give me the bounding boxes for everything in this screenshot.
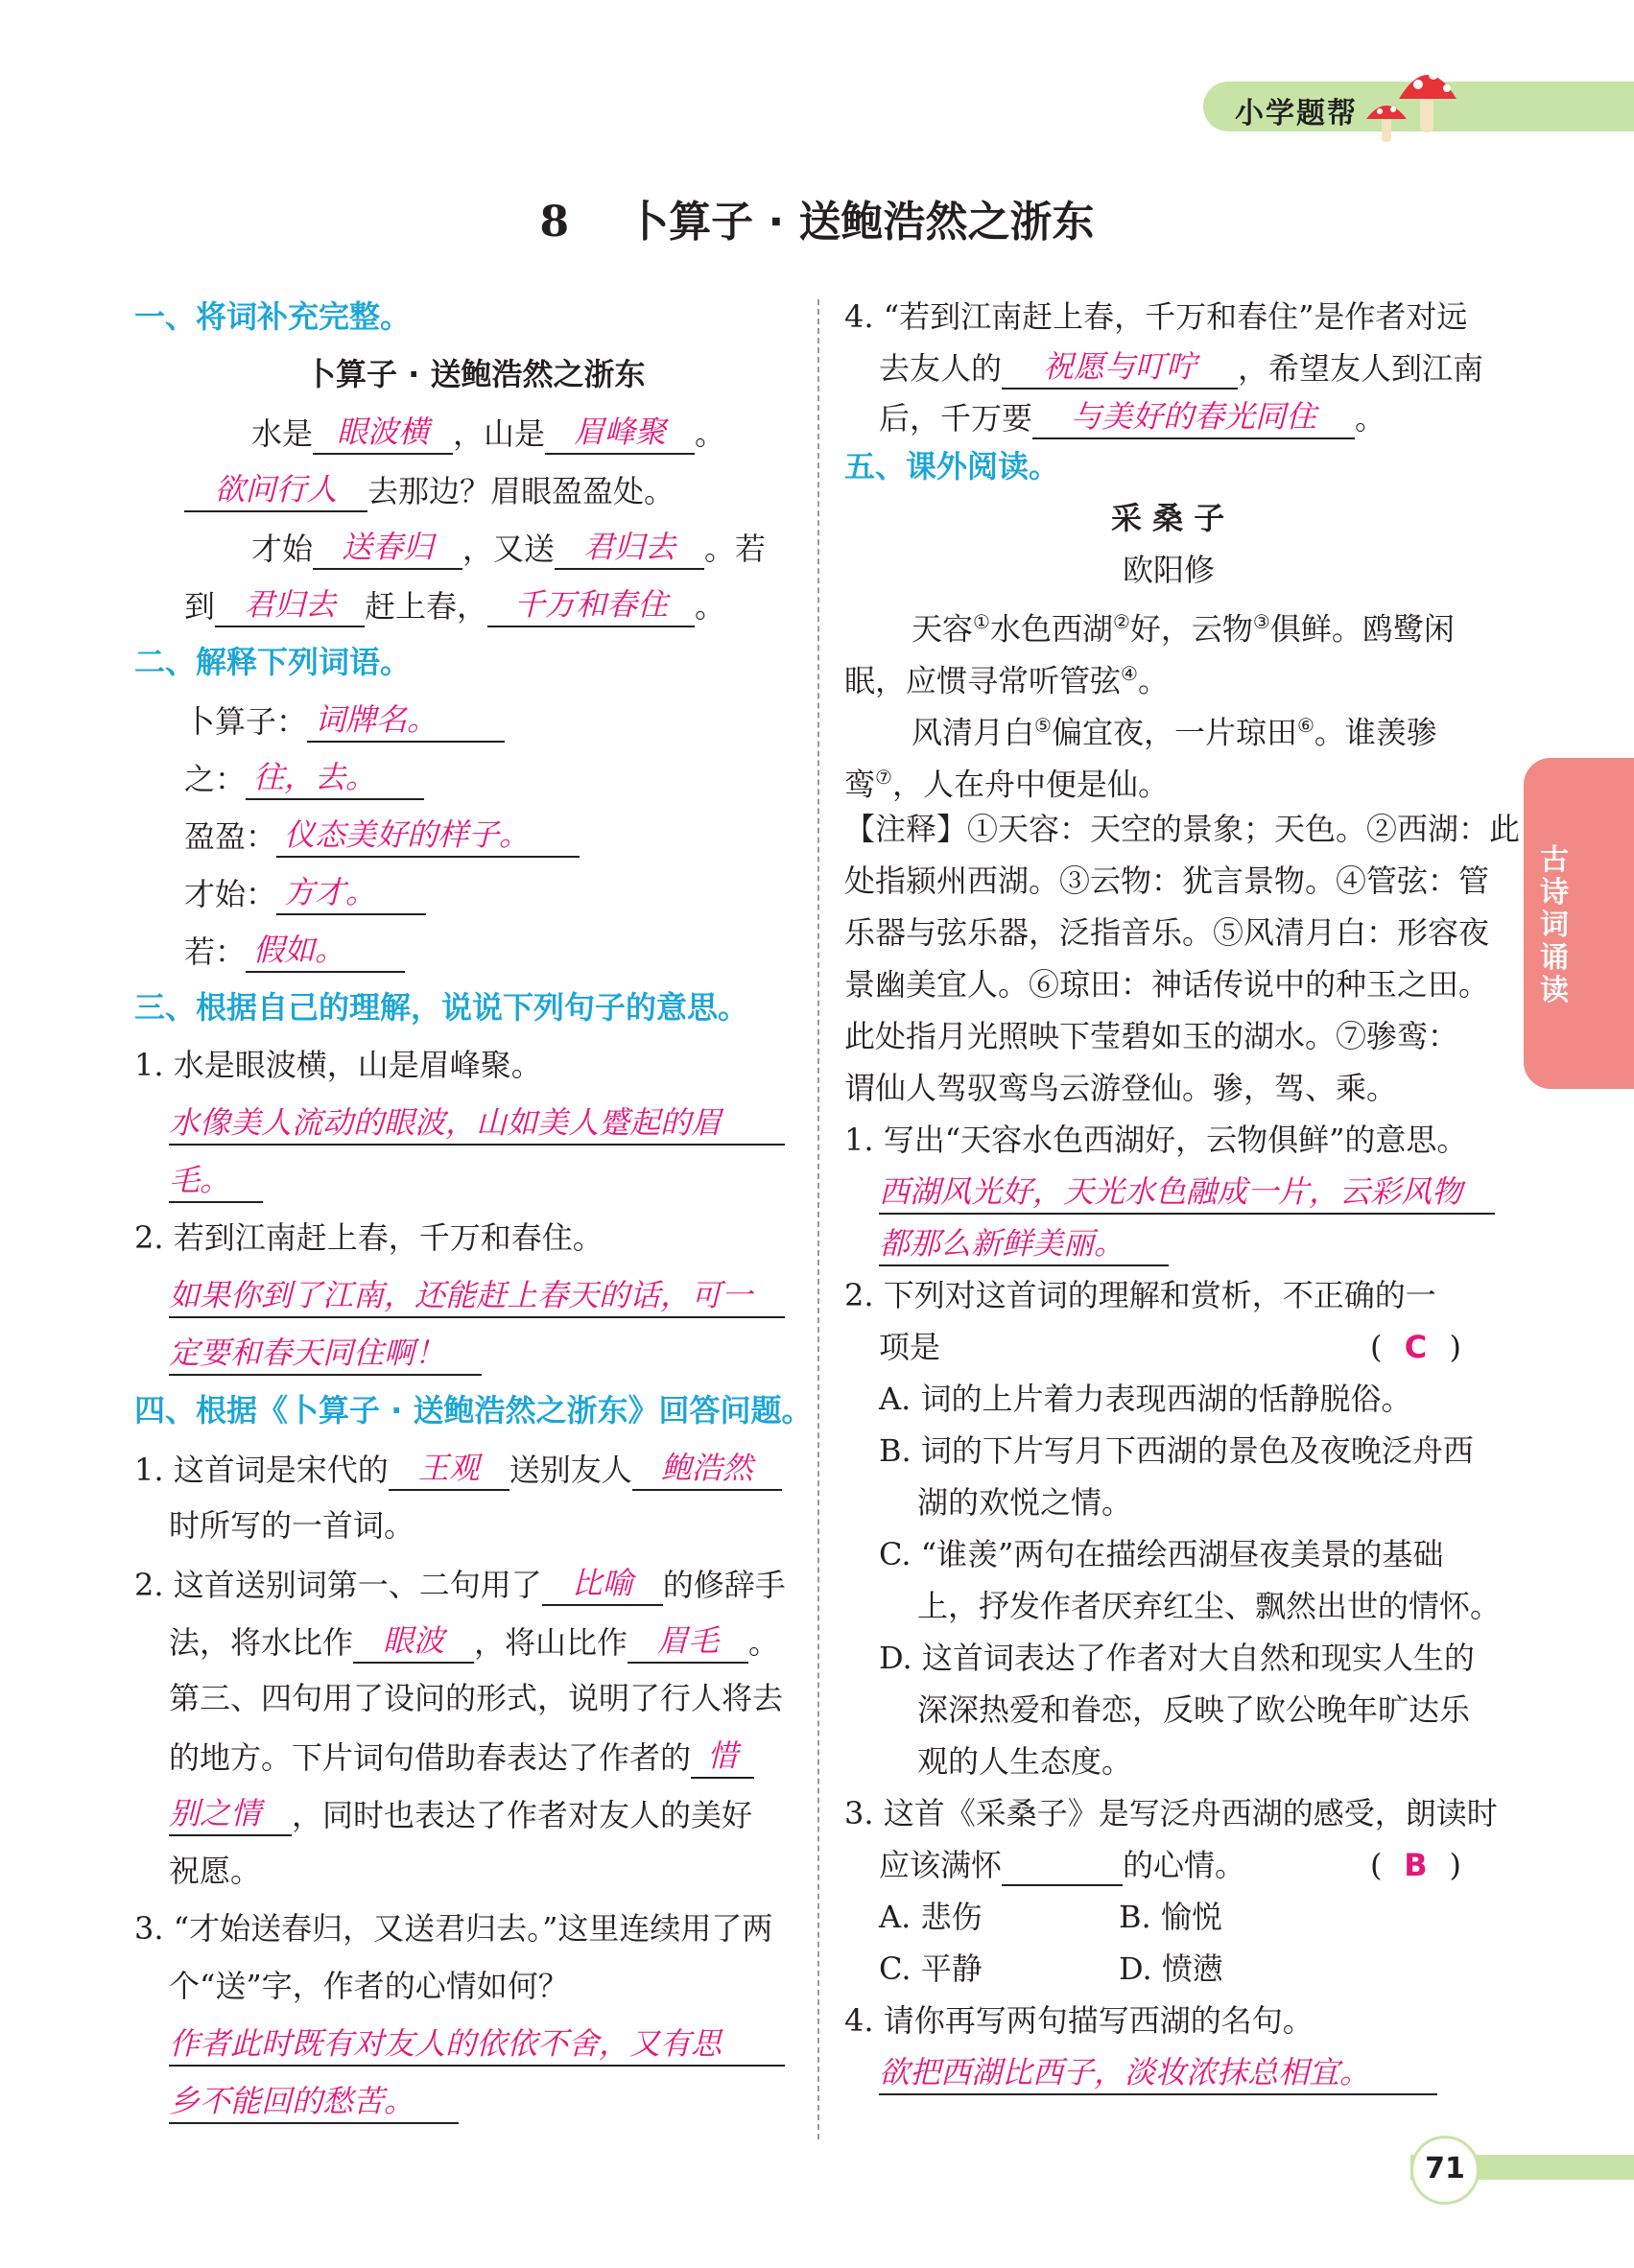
question-cont: 别之情 ，同时也表达了作者对友人的美好 xyxy=(169,1792,752,1836)
section-heading: 一、将词补充完整。 xyxy=(134,298,412,335)
column-divider xyxy=(817,299,819,2139)
question-cont: 个“送”字，作者的心情如何？ xyxy=(169,1968,569,2004)
answer-blank: 君归去 xyxy=(215,583,365,627)
answer-blank: 别之情 xyxy=(169,1792,292,1836)
page-number: 71 xyxy=(1410,2136,1480,2205)
annotation: 谓仙人驾驭鸾鸟云游登仙。骖，驾、乘。 xyxy=(844,1070,1398,1106)
poem-line: 水是 眼波横 ，山是 眉峰聚 。 xyxy=(251,411,725,455)
option: C. 平静 xyxy=(879,1950,983,1987)
answer-blank: 君归去 xyxy=(555,526,704,570)
option: A. 悲伤 xyxy=(879,1899,983,1935)
poem-line: 风清月白⑤偏宜夜，一片琼田⑥。谁羡骖 xyxy=(912,714,1437,751)
answer-blank: 词牌名。 xyxy=(307,698,505,743)
annotation: 此处指月光照映下莹碧如玉的湖水。⑦骖鸾： xyxy=(844,1018,1459,1054)
page-title xyxy=(0,187,1634,248)
poem-line: 才始 送春归 ，又送 君归去 。若 xyxy=(251,526,766,570)
vocab-item: 盈盈： 仪态美好的样子。 xyxy=(184,814,580,858)
section-heading: 二、解释下列词语。 xyxy=(134,644,412,680)
answer-line: 作者此时既有对友人的依依不舍，又有思 xyxy=(169,2022,785,2067)
answer-blank xyxy=(1002,1846,1123,1886)
section-heading: 三、根据自己的理解，说说下列句子的意思。 xyxy=(134,989,749,1026)
answer-blank: 比喻 xyxy=(542,1562,663,1606)
answer-blank: 祝愿与叮咛 xyxy=(1002,345,1238,390)
vocab-item: 卜算子： 词牌名。 xyxy=(184,698,505,743)
answer-line: 如果你到了江南，还能赶上春天的话，可一 xyxy=(169,1274,785,1318)
answer-blank: 眉毛 xyxy=(628,1619,748,1664)
question-cont: 祝愿。 xyxy=(169,1853,262,1889)
poem-line: 到 君归去 赶上春， 千万和春住 。 xyxy=(184,583,725,627)
answer-line: 毛。 xyxy=(169,1159,263,1203)
annotation: 景幽美宜人。⑥琼田：神话传说中的种玉之田。 xyxy=(844,966,1490,1003)
vocab-item: 之： 往，去。 xyxy=(184,756,424,800)
vocab-item: 若： 假如。 xyxy=(184,929,405,973)
question: 1. 水是眼波横，山是眉峰聚。 xyxy=(134,1047,542,1083)
question: 4. “若到江南赶上春，千万和春住”是作者对远 xyxy=(844,298,1468,335)
option: D. 愤懑 xyxy=(1119,1950,1223,1987)
answer-blank: 方才。 xyxy=(276,871,426,915)
mushroom-icon xyxy=(1353,56,1468,152)
answer-blank: 往，去。 xyxy=(246,756,424,800)
choice-answer: ( C ) xyxy=(1370,1329,1461,1365)
question-cont: 的地方。下片词句借助春表达了作者的 惜 xyxy=(169,1735,754,1779)
option: A. 词的上片着力表现西湖的恬静脱俗。 xyxy=(879,1381,1412,1417)
answer-blank: 眉峰聚 xyxy=(545,411,695,455)
option: D. 这首词表达了作者对大自然和现实人生的 xyxy=(879,1640,1475,1676)
side-tab-label: 古诗词诵读 xyxy=(1540,843,1569,1007)
option: C. “谁羡”两句在描绘西湖昼夜美景的基础 xyxy=(879,1536,1444,1572)
answer-blank: 假如。 xyxy=(246,929,405,973)
answer-blank: 王观 xyxy=(389,1447,509,1491)
answer-blank: 惜 xyxy=(691,1735,754,1779)
section-heading: 五、课外阅读。 xyxy=(844,448,1060,484)
option-cont: 上，抒发作者厌弃红尘、飘然出世的情怀。 xyxy=(917,1588,1502,1624)
question: 2. 若到江南赶上春，千万和春住。 xyxy=(134,1219,604,1256)
answer-blank: 仪态美好的样子。 xyxy=(276,814,580,858)
section-heading: 四、根据《卜算子 · 送鲍浩然之浙东》回答问题。 xyxy=(134,1392,813,1429)
option-cont: 深深热爱和眷恋，反映了欧公晚年旷达乐 xyxy=(917,1691,1471,1728)
question: 2. 这首送别词第一、二句用了 比喻 的修辞手 xyxy=(134,1562,786,1606)
annotation: 乐器与弦乐器，泛指音乐。⑤风清月白：形容夜 xyxy=(844,914,1490,951)
poem-line: 鸾⑦，人在舟中便是仙。 xyxy=(844,766,1169,803)
answer-blank: 送春归 xyxy=(313,526,462,570)
question: 4. 请你再写两句描写西湖的名句。 xyxy=(844,2002,1314,2039)
lesson-title: 卜算子 · 送鲍浩然之浙东 xyxy=(627,198,1095,247)
answer-line: 乡不能回的愁苦。 xyxy=(169,2080,459,2124)
option: B. 愉悦 xyxy=(1119,1899,1222,1935)
lesson-number: 8 xyxy=(539,198,570,247)
brand-label: 小学题帮 xyxy=(1235,97,1358,130)
question-cont: 第三、四句用了设问的形式，说明了行人将去 xyxy=(169,1680,784,1716)
answer-line: 都那么新鲜美丽。 xyxy=(879,1222,1169,1266)
question-cont: 应该满怀 的心情。 xyxy=(879,1844,1245,1886)
option: B. 词的下片写月下西湖的景色及夜晚泛舟西 xyxy=(879,1432,1474,1469)
poem-title: 卜算子 · 送鲍浩然之浙东 xyxy=(305,356,646,392)
vocab-item: 才始： 方才。 xyxy=(184,871,426,915)
poem-line: 天容①水色西湖②好，云物③俱鲜。鸥鹭闲 xyxy=(912,610,1455,648)
question: 3. “才始送春归，又送君归去。”这里连续用了两 xyxy=(134,1910,773,1947)
choice-answer: ( B ) xyxy=(1370,1847,1461,1883)
answer-blank: 鲍浩然 xyxy=(632,1447,782,1491)
question-cont: 后，千万要 与美好的春光同住 。 xyxy=(879,395,1385,439)
option-cont: 湖的欢悦之情。 xyxy=(917,1484,1133,1521)
annotation: 处指颍州西湖。③云物：犹言景物。④管弦：管 xyxy=(844,862,1490,899)
poem-line: 眠，应惯寻常听管弦④。 xyxy=(844,662,1169,699)
answer-blank: 眼波 xyxy=(353,1619,474,1664)
question: 1. 这首词是宋代的 王观 送别友人 鲍浩然 xyxy=(134,1447,782,1491)
answer-line: 水像美人流动的眼波，山如美人蹙起的眉 xyxy=(169,1101,785,1146)
annotation: 【注释】①天容：天空的景象；天色。②西湖：此 xyxy=(844,811,1521,847)
option-cont: 观的人生态度。 xyxy=(917,1743,1133,1780)
question: 1. 写出“天容水色西湖好，云物俱鲜”的意思。 xyxy=(844,1122,1468,1158)
answer-blank: 与美好的春光同住 xyxy=(1032,395,1355,439)
question: 3. 这首《采桑子》是写泛舟西湖的感受，朗读时 xyxy=(844,1795,1498,1831)
question: 2. 下列对这首词的理解和赏析，不正确的一 xyxy=(844,1277,1436,1313)
answer-line: 西湖风光好，天光水色融成一片，云彩风物 xyxy=(879,1170,1495,1215)
question-cont: 法，将水比作 眼波 ，将山比作 眉毛 。 xyxy=(169,1619,779,1664)
poem-line: 欲问行人 去那边？眉眼盈盈处。 xyxy=(184,468,675,512)
answer-blank: 千万和春住 xyxy=(487,583,695,627)
answer-blank: 欲问行人 xyxy=(184,468,367,512)
poem-author: 欧阳修 xyxy=(1123,552,1216,588)
answer-line: 定要和春天同住啊！ xyxy=(169,1332,482,1376)
question-cont: 去友人的 祝愿与叮咛 ，希望友人到江南 xyxy=(879,345,1483,390)
poem-title: 采 桑 子 xyxy=(1111,500,1225,536)
question-cont: 项是 xyxy=(879,1329,941,1365)
question-cont: 时所写的一首词。 xyxy=(169,1507,415,1544)
answer-line: 欲把西湖比西子，淡妆浓抹总相宜。 xyxy=(879,2051,1437,2095)
answer-blank: 眼波横 xyxy=(313,411,453,455)
